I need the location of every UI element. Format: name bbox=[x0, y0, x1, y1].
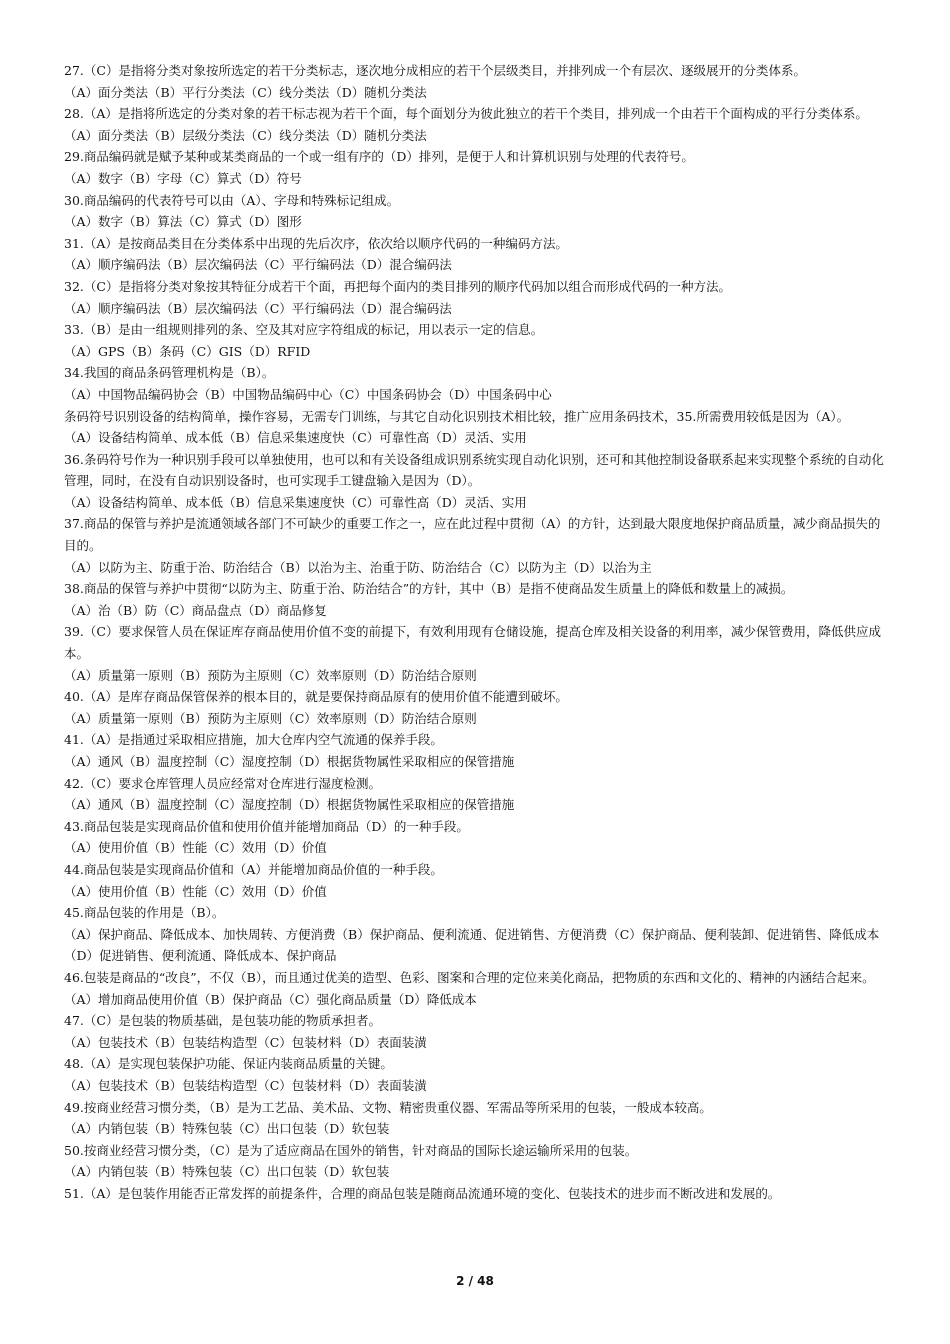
text-line: （A）面分类法（B）层级分类法（C）线分类法（D）随机分类法 bbox=[64, 127, 427, 143]
text-line: （A）顺序编码法（B）层次编码法（C）平行编码法（D）混合编码法 bbox=[64, 257, 452, 273]
text-line: （A）设备结构简单、成本低（B）信息采集速度快（C）可靠性高（D）灵活、实用 bbox=[64, 430, 527, 446]
text-line: （A）顺序编码法（B）层次编码法（C）平行编码法（D）混合编码法 bbox=[64, 300, 452, 316]
text-line: 47.（C）是包装的物质基础，是包装功能的物质承担者。 bbox=[64, 1013, 381, 1029]
text-line: 49.按商业经营习惯分类，（B）是为工艺品、美术品、文物、精密贵重仪器、军需品等所采用的包装，一般成本较高。 bbox=[64, 1099, 712, 1115]
text-line: 37.商品的保管与养护是流通领域各部门不可缺少的重要工作之一，应在此过程中贯彻（A）的方针，达到最大限度地保护商品质量，减少商品损失的目的。 bbox=[64, 516, 881, 554]
text-line: （A）中国物品编码协会（B）中国物品编码中心（C）中国条码协会（D）中国条码中心 bbox=[64, 386, 552, 402]
text-line: 33.（B）是由一组规则排列的条、空及其对应字符组成的标记，用以表示一定的信息。 bbox=[64, 322, 544, 338]
text-line: 30.商品编码的代表符号可以由（A）、字母和特殊标记组成。 bbox=[64, 192, 400, 208]
text-line: （A）治（B）防（C）商品盘点（D）商品修复 bbox=[64, 602, 327, 618]
text-line: （A）通风（B）温度控制（C）湿度控制（D）根据货物属性采取相应的保管措施 bbox=[64, 797, 515, 813]
text-line: 44.商品包装是实现商品价值和（A）并能增加商品价值的一种手段。 bbox=[64, 861, 443, 877]
text-line: 39.（C）要求保管人员在保证库存商品使用价值不变的前提下，有效利用现有仓储设施，提高仓库及相关设备的利用率，减少保管费用，降低供应成本。 bbox=[64, 624, 881, 662]
text-line: （A）包装技术（B）包装结构造型（C）包装材料（D）表面装潢 bbox=[64, 1077, 427, 1093]
text-line: （A）质量第一原则（B）预防为主原则（C）效率原则（D）防治结合原则 bbox=[64, 710, 477, 726]
page-number: 2 / 48 bbox=[456, 1274, 494, 1288]
text-line: （A）数字（B）算法（C）算式（D）图形 bbox=[64, 214, 302, 230]
text-line: 48.（A）是实现包装保护功能、保证内装商品质量的关键。 bbox=[64, 1056, 393, 1072]
text-line: （A）以防为主、防重于治、防治结合（B）以治为主、治重于防、防治结合（C）以防为主（D）以治为主 bbox=[64, 559, 652, 575]
text-line: 51.（A）是包装作用能否正常发挥的前提条件，合理的商品包装是随商品流通环境的变化、包装技术的进步而不断改进和发展的。 bbox=[64, 1185, 781, 1201]
text-line: （A）内销包装（B）特殊包装（C）出口包装（D）软包装 bbox=[64, 1121, 390, 1137]
text-line: （A）通风（B）温度控制（C）湿度控制（D）根据货物属性采取相应的保管措施 bbox=[64, 754, 515, 769]
text-line: 31.（A）是按商品类目在分类体系中出现的先后次序，依次给以顺序代码的一种编码方法。 bbox=[64, 235, 568, 251]
text-line: 32.（C）是指将分类对象按其特征分成若干个面，再把每个面内的类目排列的顺序代码加以组合而形成代码的一种方法。 bbox=[64, 278, 731, 294]
text-line: 27.（C）是指将分类对象按所选定的若干分类标志，逐次地分成相应的若干个层级类目，并排列成一个有层次、逐级展开的分类体系。 bbox=[64, 63, 806, 78]
text-line: （A）GPS（B）条码（C）GIS（D）RFID bbox=[64, 343, 311, 359]
text-line: 29.商品编码就是赋予某种或某类商品的一个或一组有序的（D）排列，是便于人和计算机识别与处理的代表符号。 bbox=[64, 149, 694, 165]
text-line: （A）数字（B）字母（C）算式（D）符号 bbox=[64, 170, 302, 186]
text-line: 46.包装是商品的“改良”，不仅（B），而且通过优美的造型、色彩、图案和合理的定位来美化商品，把物质的东西和文化的、精神的内涵结合起来。 bbox=[64, 969, 875, 985]
text-line: 45.商品包装的作用是（B）。 bbox=[64, 905, 225, 921]
document-body bbox=[64, 60, 890, 1204]
text-line: （A）增加商品使用价值（B）保护商品（C）强化商品质量（D）降低成本 bbox=[64, 991, 477, 1007]
text-line: 34.我国的商品条码管理机构是（B）。 bbox=[64, 365, 275, 381]
text-line: 36.条码符号作为一种识别手段可以单独使用，也可以和有关设备组成识别系统实现自动化识别，还可和其他控制设备联系起来实现整个系统的自动化管理，同时，在没有自动识别设备时，也可实现手工键盘输入是因为（D）。 bbox=[64, 451, 884, 489]
text-line: （A）使用价值（B）性能（C）效用（D）价值 bbox=[64, 883, 327, 899]
text-line: （A）包装技术（B）包装结构造型（C）包装材料（D）表面装潢 bbox=[64, 1034, 427, 1050]
text-line: 38.商品的保管与养护中贯彻“以防为主、防重于治、防治结合”的方针，其中（B）是指不使商品发生质量上的降低和数量上的减损。 bbox=[64, 581, 794, 597]
text-line: 43.商品包装是实现商品价值和使用价值并能增加商品（D）的一种手段。 bbox=[64, 818, 469, 834]
text-line: （A）保护商品、降低成本、加快周转、方便消费（B）保护商品、便利流通、促进销售、方便消费（C）保护商品、便利装卸、促进销售、降低成本（D）促进销售、便利流通、降低成本、保护商品 bbox=[64, 926, 880, 964]
text-line: 40.（A）是库存商品保管保养的根本目的，就是要保持商品原有的使用价值不能遭到破坏。 bbox=[64, 689, 568, 705]
text-line: 41.（A）是指通过采取相应措施，加大仓库内空气流通的保养手段。 bbox=[64, 732, 443, 748]
text-line: （A）使用价值（B）性能（C）效用（D）价值 bbox=[64, 840, 327, 856]
text-line: 条码符号识别设备的结构简单，操作容易，无需专门训练，与其它自动化识别技术相比较，推广应用条码技术，35.所需费用较低是因为（A）。 bbox=[64, 408, 850, 424]
text-line: （A）内销包装（B）特殊包装（C）出口包装（D）软包装 bbox=[64, 1164, 390, 1180]
text-line: 50.按商业经营习惯分类，（C）是为了适应商品在国外的销售，针对商品的国际长途运输所采用的包装。 bbox=[64, 1142, 638, 1158]
text-line: 42.（C）要求仓库管理人员应经常对仓库进行湿度检测。 bbox=[64, 775, 381, 791]
text-line: （A）设备结构简单、成本低（B）信息采集速度快（C）可靠性高（D）灵活、实用 bbox=[64, 494, 527, 510]
text-line: 28.（A）是指将所选定的分类对象的若干标志视为若干个面，每个面划分为彼此独立的若干个类目，排列成一个由若干个面构成的平行分类体系。 bbox=[64, 106, 868, 122]
text-line: （A）面分类法（B）平行分类法（C）线分类法（D）随机分类法 bbox=[64, 84, 427, 100]
text-line: （A）质量第一原则（B）预防为主原则（C）效率原则（D）防治结合原则 bbox=[64, 667, 477, 683]
